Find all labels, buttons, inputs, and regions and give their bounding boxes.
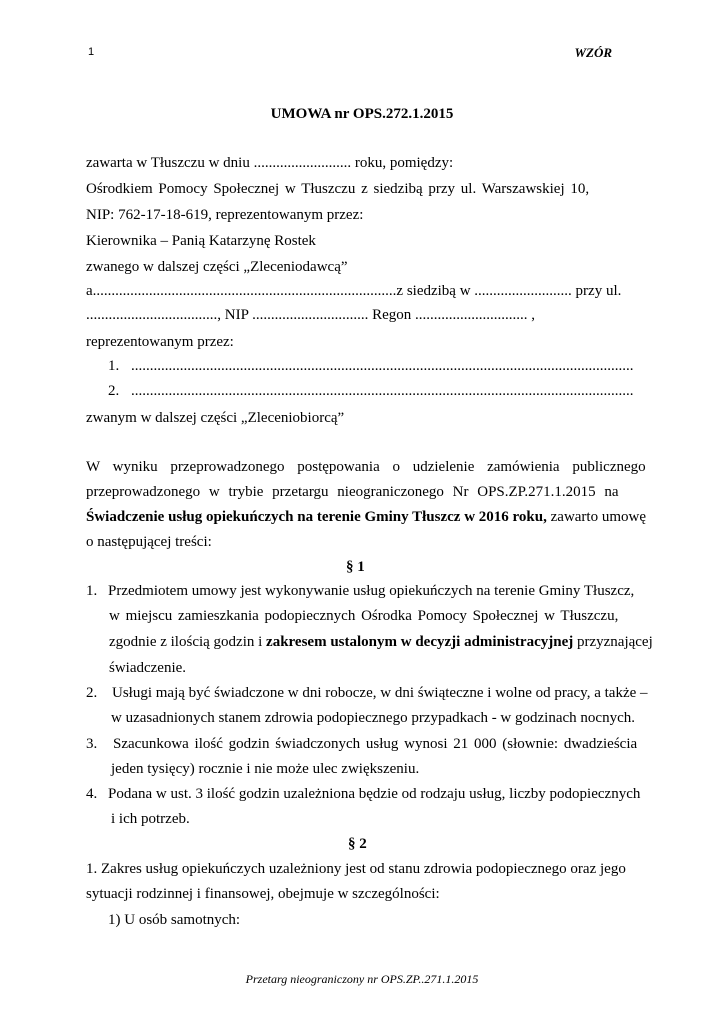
intro-line-client-alias: zwanego w dalszej części „Zleceniodawcą”: [86, 259, 348, 275]
section-1-item-4-line-2: i ich potrzeb.: [111, 811, 190, 827]
intro-line-contractor-alias: zwanym w dalszej części „Zleceniobiorcą”: [86, 410, 345, 426]
section-2-line-1: 1. Zakres usług opiekuńczych uzależniony jest od stanu zdrowia podopiecznego oraz jego: [86, 861, 626, 877]
section-1-item-3-number: 3.: [86, 736, 98, 752]
section-1-item-1-line-4: świadczenie.: [109, 660, 187, 676]
page-footer: Przetarg nieograniczony nr OPS.ZP..271.1.2015: [245, 972, 479, 986]
intro-line-party2-ids: ..................................., NIP ............................... Regon .............................. ,: [86, 307, 536, 323]
preamble-line-2: przeprowadzonego w trybie przetargu nieograniczonego Nr OPS.ZP.271.1.2015 na: [86, 484, 619, 500]
intro-line-date: zawarta w Tłuszczu w dniu .......................... roku, pomiędzy:: [86, 155, 454, 171]
section-1-item-4-line-1: Podana w ust. 3 ilość godzin uzależniona będzie od rodzaju usług, liczby podopiecznych: [108, 786, 641, 802]
section-1-item-3-line-2: jeden tysięcy) rocznie i nie może ulec zwiększeniu.: [111, 761, 420, 777]
contract-title: UMOWA nr OPS.272.1.2015: [270, 106, 454, 122]
section-1-item-4-number: 4.: [86, 786, 98, 802]
section-1-item-2-line-1: Usługi mają być świadczone w dni robocze, w dni świąteczne i wolne od pracy, a także –: [112, 685, 648, 701]
representative-2-number: 2.: [108, 383, 120, 399]
section-1-item-1-line-3-a: zgodnie z ilością godzin i: [109, 634, 267, 650]
representative-1-number: 1.: [108, 358, 120, 374]
section-1-item-1-line-2: w miejscu zamieszkania podopiecznych Ośrodka Pomocy Społecznej w Tłuszczu,: [109, 608, 619, 624]
tender-subject: Świadczenie usług opiekuńczych na terenie Gminy Tłuszcz w 2016 roku,: [86, 509, 547, 525]
template-stamp: WZÓR: [574, 45, 612, 60]
section-2-line-3: 1) U osób samotnych:: [108, 912, 241, 928]
representative-2-dots: ......................................................................................................................................: [131, 383, 634, 399]
section-1-item-2-number: 2.: [86, 685, 98, 701]
section-1-item-3-line-1: Szacunkowa ilość godzin świadczonych usług wynosi 21 000 (słownie: dwadzieścia: [113, 736, 638, 752]
section-2-heading: § 2: [348, 836, 367, 852]
section-1-item-2-line-2: w uzasadnionych stanem zdrowia podopiecznego przypadkach - w godzinach nocnych.: [111, 710, 635, 726]
intro-line-manager: Kierownika – Panią Katarzynę Rostek: [86, 233, 316, 249]
page-number: 1: [88, 46, 95, 58]
preamble-line-4: o następującej treści:: [86, 534, 212, 550]
representative-1-dots: ......................................................................................................................................: [131, 358, 634, 374]
section-1-item-1-line-3: [109, 633, 653, 651]
intro-line-nip: NIP: 762-17-18-619, reprezentowanym przez:: [86, 207, 364, 223]
section-1-item-1-line-3-b: przyznającej: [573, 634, 653, 650]
section-2-line-2: sytuacji rodzinnej i finansowej, obejmuje w szczególności:: [86, 886, 440, 902]
section-1-item-1-line-1: Przedmiotem umowy jest wykonywanie usług opiekuńczych na terenie Gminy Tłuszcz,: [108, 583, 635, 599]
decision-scope-emphasis: zakresem ustalonym w decyzji administracyjnej: [266, 634, 574, 650]
intro-line-party1: Ośrodkiem Pomocy Społecznej w Tłuszczu z siedzibą przy ul. Warszawskiej 10,: [86, 181, 590, 197]
preamble-line-3-rest: zawarto umowę: [546, 509, 647, 525]
intro-line-represented: reprezentowanym przez:: [86, 334, 234, 350]
section-1-heading: § 1: [346, 559, 365, 575]
section-1-item-1-number: 1.: [86, 583, 98, 599]
preamble-line-1: W wyniku przeprowadzonego postępowania o udzielenie zamówienia publicznego: [86, 459, 646, 475]
intro-line-party2: a.................................................................................z siedzibą w .......................... przy ul.: [86, 283, 622, 299]
preamble-line-3: [86, 508, 646, 526]
